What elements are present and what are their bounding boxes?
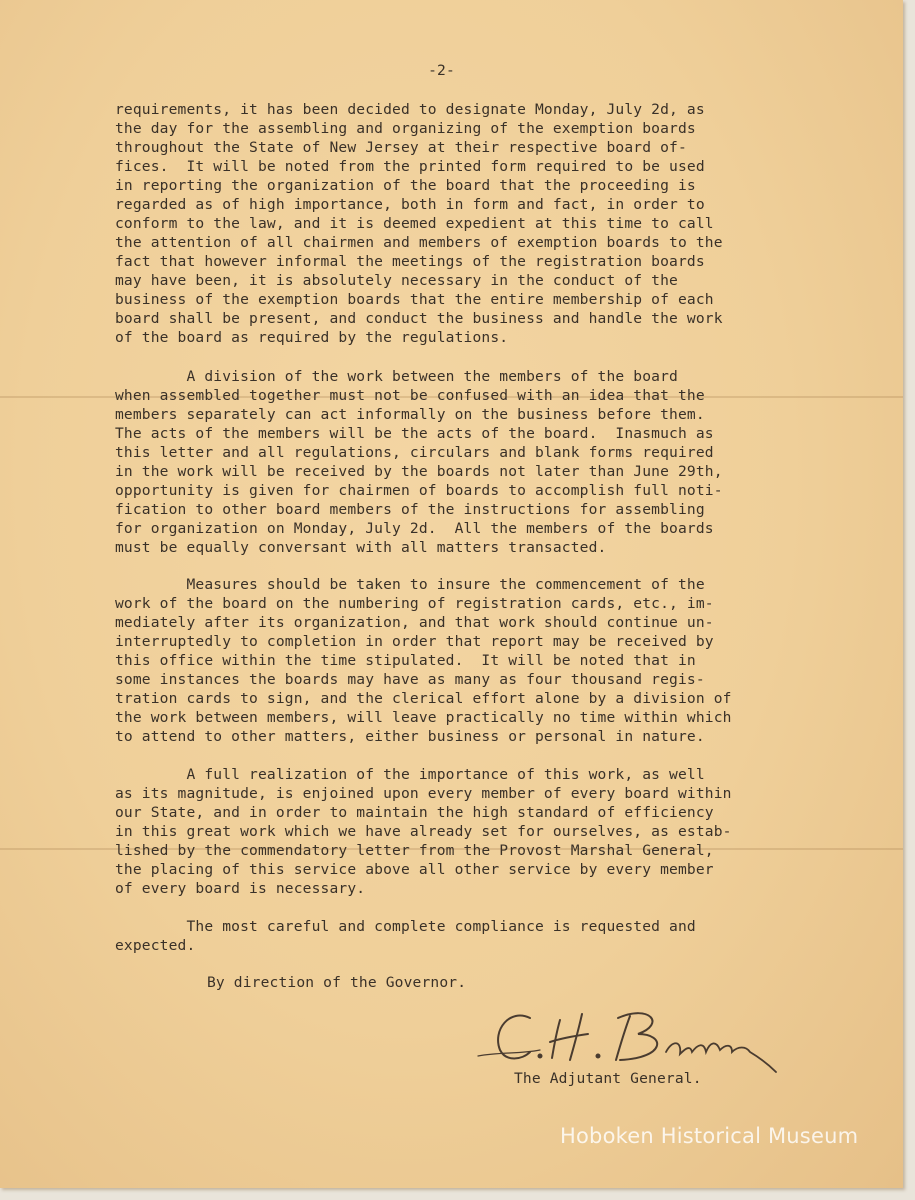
body-line: this letter and all regulations, circulars and blank forms required [115, 444, 714, 461]
body-line: fication to other board members of the instructions for assembling [115, 501, 705, 518]
body-line: interruptedly to completion in order that report may be received by [115, 633, 714, 650]
body-line: conform to the law, and it is deemed expedient at this time to call [115, 215, 714, 232]
body-line: The acts of the members will be the acts of the board. Inasmuch as [115, 425, 714, 442]
body-line: may have been, it is absolutely necessary in the conduct of the [115, 272, 678, 289]
body-line: to attend to other matters, either business or personal in nature. [115, 728, 705, 745]
body-line: in reporting the organization of the board that the proceeding is [115, 177, 696, 194]
body-line: Measures should be taken to insure the commencement of the [115, 576, 705, 593]
body-line: The most careful and complete compliance is requested and [115, 918, 696, 935]
body-line: some instances the boards may have as many as four thousand regis- [115, 671, 705, 688]
body-line: work of the board on the numbering of registration cards, etc., im- [115, 595, 714, 612]
body-line: of every board is necessary. [115, 880, 366, 897]
closing-line: By direction of the Governor. [207, 974, 467, 991]
body-line: expected. [115, 937, 196, 954]
body-line: tration cards to sign, and the clerical effort alone by a division of [115, 690, 732, 707]
body-line: lished by the commendatory letter from the Provost Marshal General, [115, 842, 714, 859]
body-line: throughout the State of New Jersey at their respective board of- [115, 139, 687, 156]
page-number: -2- [428, 62, 455, 79]
body-line: for organization on Monday, July 2d. All the members of the boards [115, 520, 714, 537]
body-line: fices. It will be noted from the printed form required to be used [115, 158, 705, 175]
body-line: requirements, it has been decided to designate Monday, July 2d, as [115, 101, 705, 118]
handwritten-signature [470, 1000, 780, 1080]
body-line: opportunity is given for chairmen of boards to accomplish full noti- [115, 482, 723, 499]
body-line: A division of the work between the members of the board [115, 368, 678, 385]
body-line: board shall be present, and conduct the business and handle the work [115, 310, 723, 327]
body-line: the attention of all chairmen and members of exemption boards to the [115, 234, 723, 251]
body-line: regarded as of high importance, both in form and fact, in order to [115, 196, 705, 213]
body-line: in this great work which we have already set for ourselves, as estab- [115, 823, 732, 840]
body-line: in the work will be received by the boards not later than June 29th, [115, 463, 723, 480]
body-line: of the board as required by the regulations. [115, 329, 509, 346]
museum-watermark: Hoboken Historical Museum [560, 1124, 859, 1148]
body-line: A full realization of the importance of this work, as well [115, 766, 705, 783]
signer-title: The Adjutant General. [514, 1070, 702, 1087]
body-line: must be equally conversant with all matters transacted. [115, 539, 607, 556]
body-line: business of the exemption boards that the entire membership of each [115, 291, 714, 308]
body-line: the placing of this service above all other service by every member [115, 861, 714, 878]
body-line: the day for the assembling and organizing of the exemption boards [115, 120, 696, 137]
body-line: members separately can act informally on the business before them. [115, 406, 705, 423]
body-line: fact that however informal the meetings of the registration boards [115, 253, 705, 270]
body-line: this office within the time stipulated. It will be noted that in [115, 652, 696, 669]
body-line: mediately after its organization, and that work should continue un- [115, 614, 714, 631]
body-line: as its magnitude, is enjoined upon every member of every board within [115, 785, 732, 802]
body-line: the work between members, will leave practically no time within which [115, 709, 732, 726]
body-line: when assembled together must not be confused with an idea that the [115, 387, 705, 404]
body-line: our State, and in order to maintain the high standard of efficiency [115, 804, 714, 821]
